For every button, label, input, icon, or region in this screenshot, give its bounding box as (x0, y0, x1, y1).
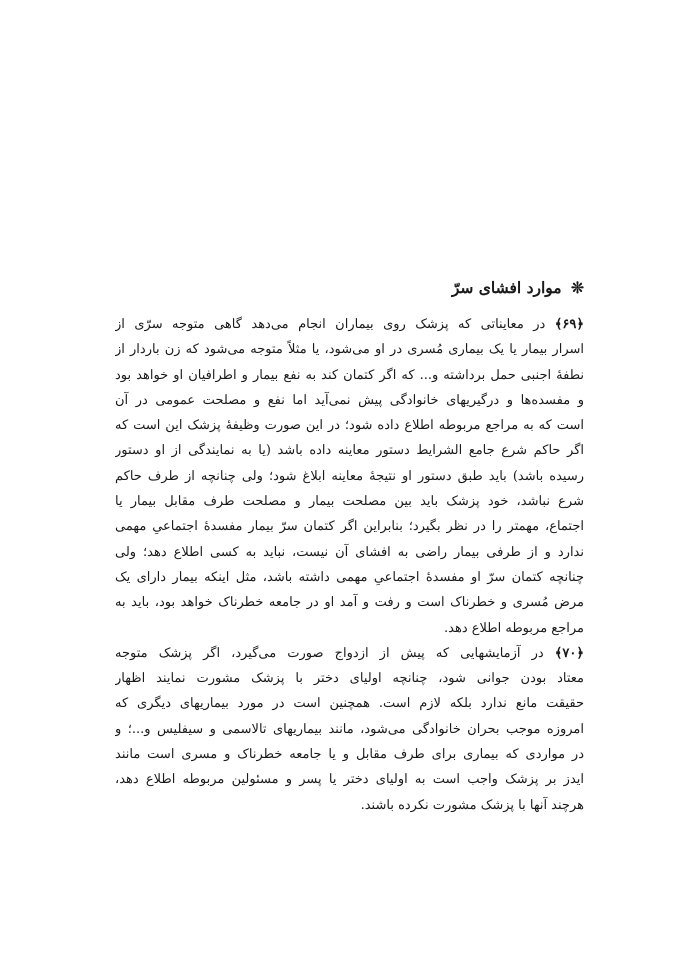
paragraph-line: مرض مُسری و خطرناک است و رفت و آمد او در جامعه خطرناک خواهد بود، باید به (115, 595, 584, 611)
paragraph-line: در مواردی که بیماری برای طرف مقابل و یا جامعه خطرناک و مسری است مانند (115, 747, 584, 763)
paragraph-line: مراجع مربوطه اطلاع دهد. (444, 620, 584, 636)
paragraph-69 (115, 312, 584, 641)
paragraph-line: اگر حاکم شرع جامع الشرایط دستور معاینه داده باشد (یا به نمایندگی از او دستور (115, 443, 584, 459)
paragraph-line: نطفهٔ اجنبی حمل برداشته و... که اگر کتمان کند به نفع بیمار و اطرافیان او خواهد بود (115, 367, 584, 383)
paragraph-line: چنانچه کتمان سرّ او مفسدهٔ اجتماعیِ مهمی داشته باشد، مثل اینکه بیمار دارای یک (115, 569, 584, 585)
paragraph-line: حقیقت مانع ندارد بلکه لازم است. همچنین است در مورد بیماریهای دیگری که (115, 696, 584, 712)
paragraph-line: ﴿۷۰﴾ در آزمایشهایی که پیش از ازدواج صورت می‌گیرد، اگر پزشک متوجه (115, 645, 584, 661)
paragraph-number: ﴿۷۰﴾ (554, 645, 584, 661)
paragraph-line: ایدز بر پزشک واجب است به اولیای دختر یا پسر و مسئولین مربوطه اطلاع دهد، (115, 772, 584, 788)
paragraph-line: و مفسده‌ها و درگیریهای خانوادگی پیش نمی‌آید اما نفع و مصلحت عمومی در آن (115, 392, 584, 408)
paragraph-line: رسیده باشد) باید طبق دستور او نتیجهٔ معاینه ابلاغ شود؛ ولی چنانچه از طرف حاکم (115, 468, 584, 484)
paragraph-line: اجتماع، مهمتر را در نظر بگیرد؛ بنابراین اگر کتمان سرّ بیمار مفسدهٔ اجتماعیِ مهمی (115, 519, 584, 535)
paragraph-line: شرع نباشد، خود پزشک باید بین مصلحت بیمار و مصلحت طرف مقابل بیمار یا (115, 494, 584, 510)
paragraph-line: است که به مراجع مربوطه اطلاع داده شود؛ در این صورت وظیفهٔ پزشک این است که (115, 418, 584, 434)
asterisk-icon: ❊ (571, 278, 584, 297)
paragraph-line: ﴿۶۹﴾ در معایناتی که پزشک روی بیماران انجام می‌دهد گاهی متوجه سرّی از (115, 317, 584, 332)
paragraph-70 (115, 641, 584, 818)
paragraph-line: امروزه موجب بحران خانوادگی می‌شود، مانند بیماریهای تالاسمی و سیفلیس و...؛ و (115, 721, 584, 737)
section-heading (115, 276, 584, 300)
paragraph-line: اسرار بیمار یا یک بیماری مُسری در او می‌شود، یا مثلاً متوجه می‌شود که زن باردار از (115, 342, 584, 358)
paragraph-line: هرچند آنها با پزشک مشورت نکرده باشند. (360, 797, 584, 813)
paragraph-line: معتاد بودن جوانی شود، چنانچه اولیای دختر با پزشک مشورت نمایند اظهار (115, 671, 584, 687)
section-title: موارد افشای سرّ (451, 278, 562, 297)
page-content (115, 276, 584, 818)
paragraph-line: ندارد و از طرفی بیمار راضی به افشای آن نیست، نباید به کسی اطلاع دهد؛ ولی (115, 544, 584, 560)
paragraph-number: ﴿۶۹﴾ (554, 317, 584, 332)
